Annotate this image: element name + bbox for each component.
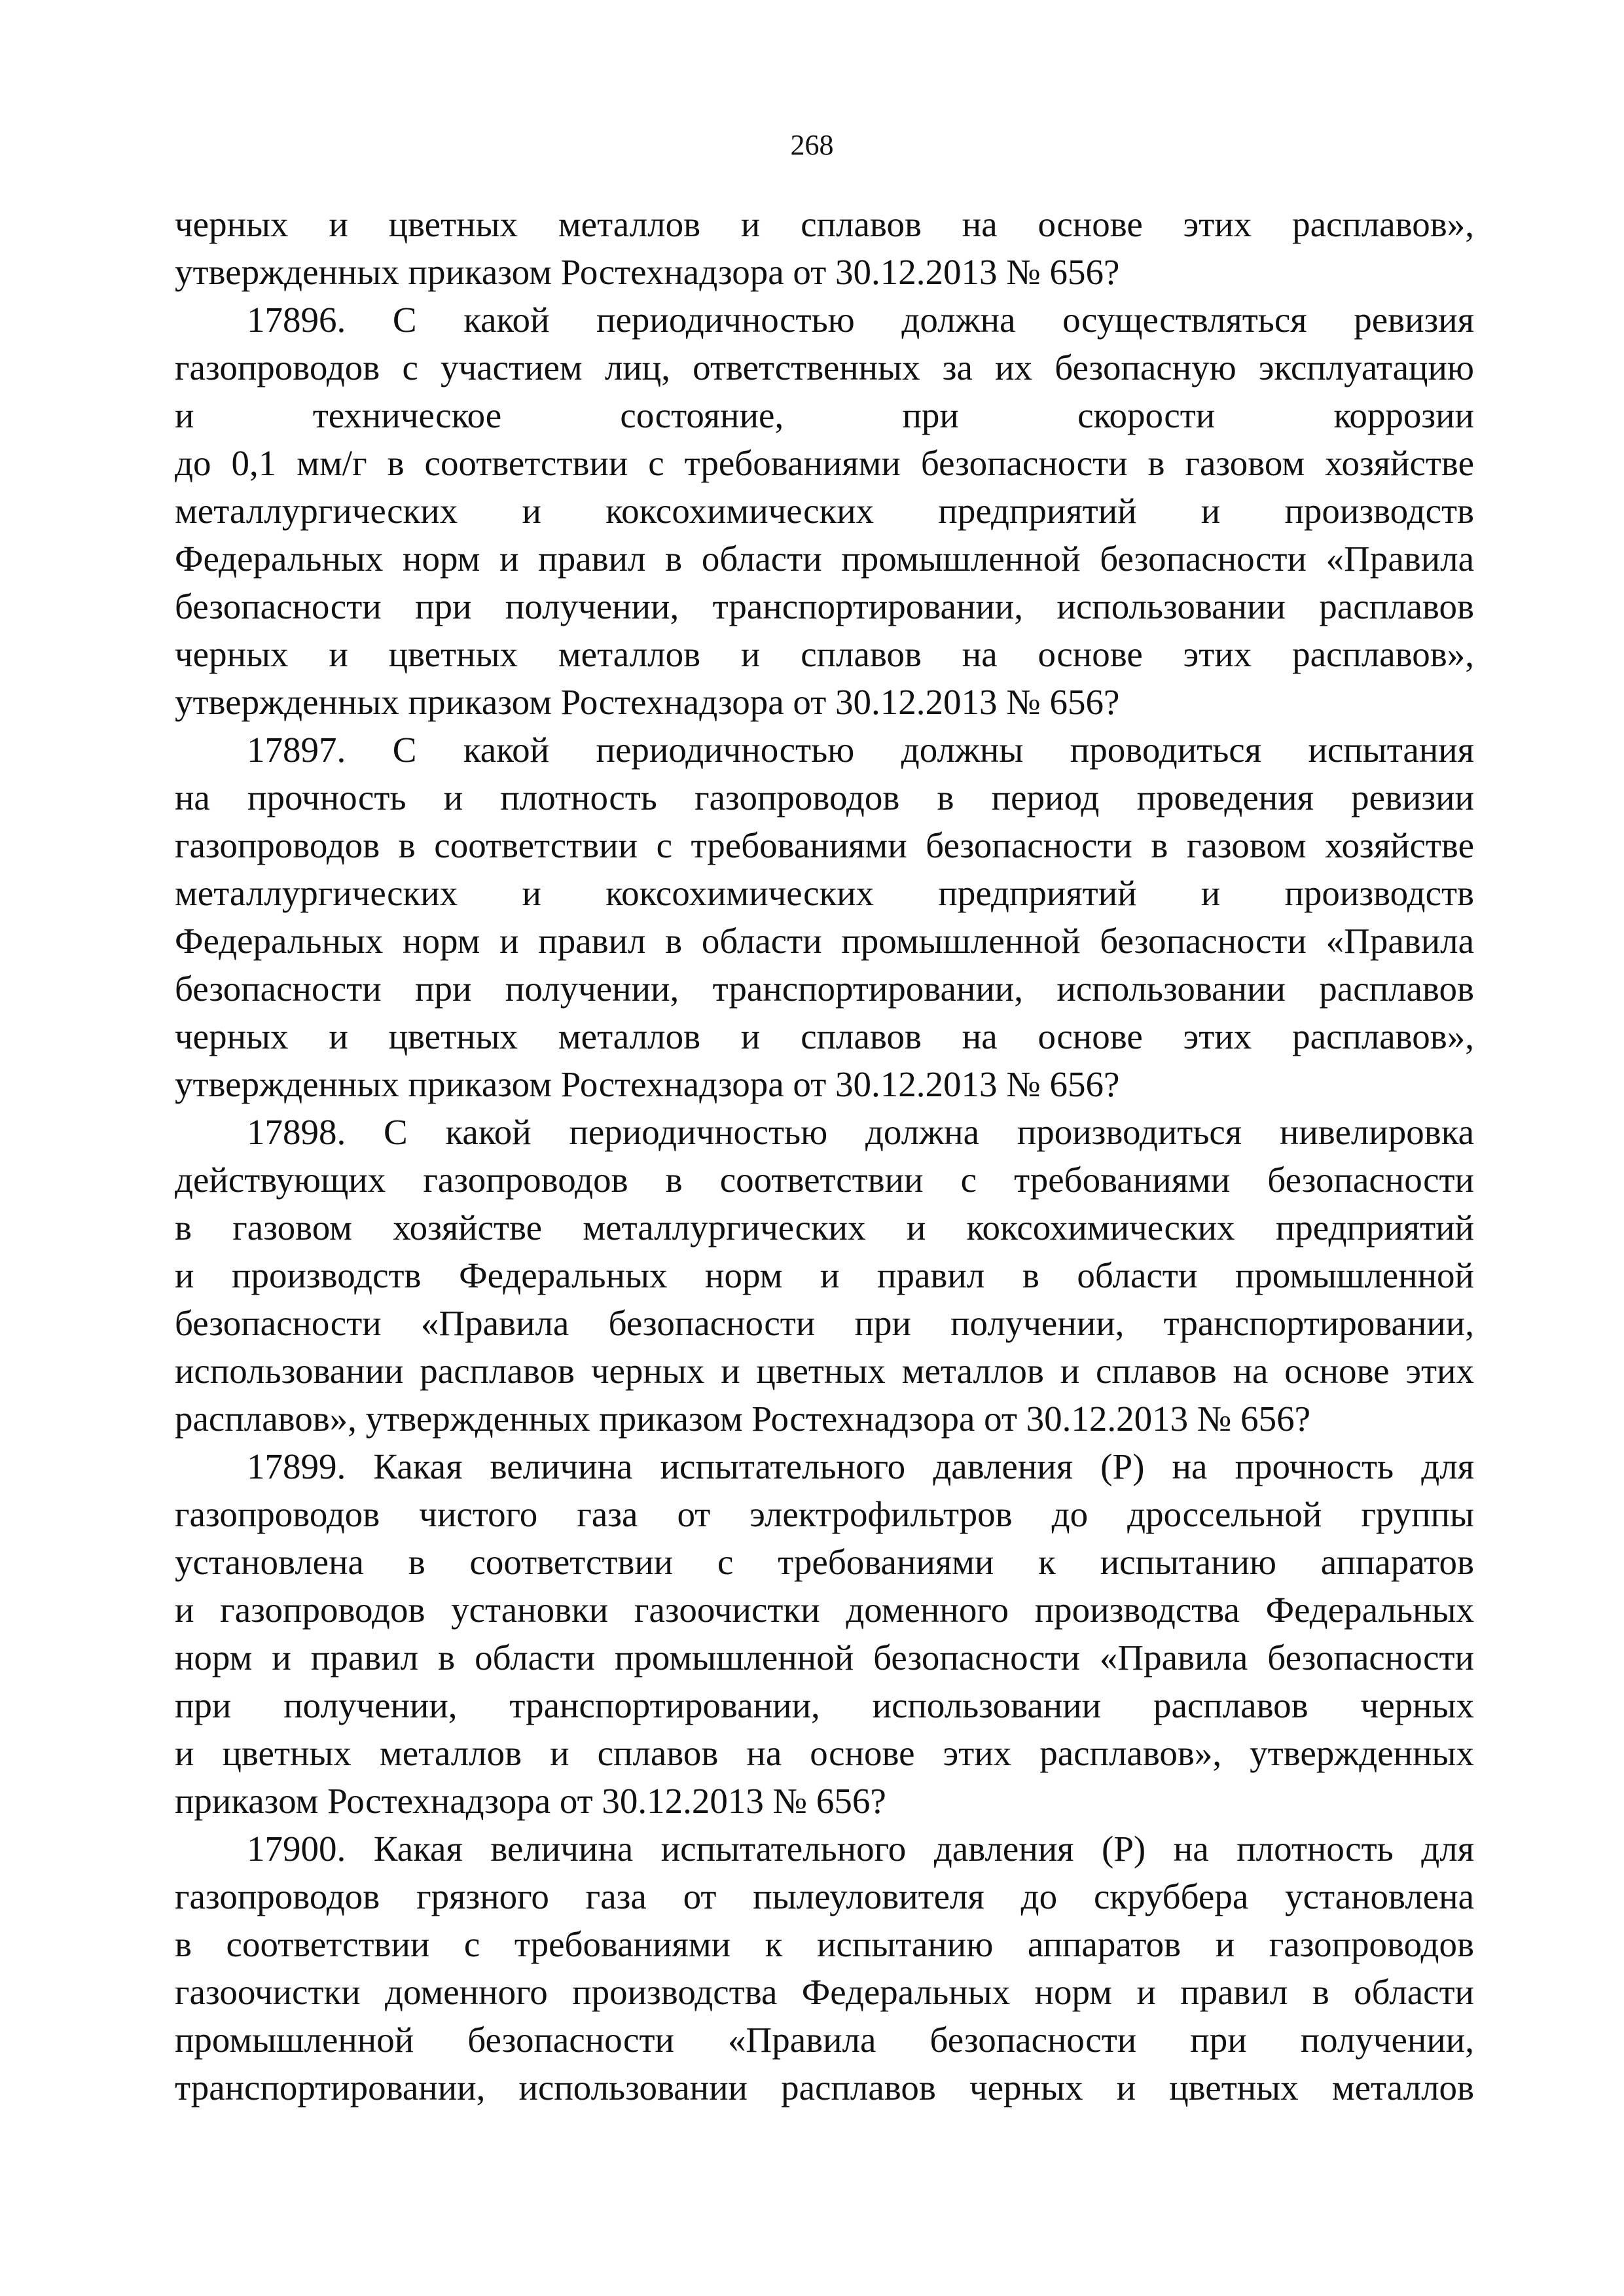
text-line: в газовом хозяйстве металлургических и коксохимических предприятий (175, 1208, 1474, 1247)
text-line: и газопроводов установки газоочистки доменного производства Федеральных (175, 1590, 1474, 1630)
text-line: металлургических и коксохимических предприятий и производств (175, 491, 1474, 531)
question-17896-first-line: 17896. С какой периодичностью должна осуществляться ревизия (247, 300, 1474, 340)
text-line: Федеральных норм и правил в области промышленной безопасности «Правила (175, 539, 1474, 579)
text-line: металлургических и коксохимических предприятий и производств (175, 873, 1474, 913)
text-line: безопасности при получении, транспортировании, использовании расплавов (175, 586, 1474, 626)
text-line: и техническое состояние, при скорости коррозии (175, 395, 1474, 435)
question-17900-first-line: 17900. Какая величина испытательного давления (Р) на плотность для (247, 1829, 1474, 1869)
text-line: газопроводов с участием лиц, ответственных за их безопасную эксплуатацию (175, 348, 1474, 387)
text-line: при получении, транспортировании, использовании расплавов черных (175, 1685, 1474, 1725)
text-line: промышленной безопасности «Правила безопасности при получении, (175, 2020, 1474, 2060)
text-line: и цветных металлов и сплавов на основе этих расплавов», утвержденных (175, 1733, 1474, 1773)
text-line: расплавов», утвержденных приказом Ростехнадзора от 30.12.2013 № 656? (175, 1399, 1311, 1439)
text-line: черных и цветных металлов и сплавов на основе этих расплавов», (175, 1016, 1474, 1056)
text-line: безопасности при получении, транспортировании, использовании расплавов (175, 969, 1474, 1009)
text-line: черных и цветных металлов и сплавов на основе этих расплавов», (175, 204, 1474, 244)
text-line: газопроводов грязного газа от пылеуловителя до скруббера установлена (175, 1876, 1474, 1916)
text-line: и производств Федеральных норм и правил в области промышленной (175, 1255, 1474, 1295)
text-line: в соответствии с требованиями к испытанию аппаратов и газопроводов (175, 1924, 1474, 1964)
text-line: норм и правил в области промышленной безопасности «Правила безопасности (175, 1638, 1474, 1677)
text-line: утвержденных приказом Ростехнадзора от 30.12.2013 № 656? (175, 682, 1120, 722)
document-body (175, 200, 1474, 2111)
text-line: утвержденных приказом Ростехнадзора от 30.12.2013 № 656? (175, 1064, 1120, 1104)
text-line: газоочистки доменного производства Федеральных норм и правил в области (175, 1972, 1474, 2012)
text-line: до 0,1 мм/г в соответствии с требованиями безопасности в газовом хозяйстве (175, 443, 1474, 483)
text-line: транспортировании, использовании расплавов черных и цветных металлов (175, 2068, 1474, 2108)
question-17899-first-line: 17899. Какая величина испытательного давления (Р) на прочность для (247, 1446, 1474, 1486)
question-17898-first-line: 17898. С какой периодичностью должна производиться нивелировка (247, 1112, 1474, 1152)
text-line: Федеральных норм и правил в области промышленной безопасности «Правила (175, 921, 1474, 961)
text-line: приказом Ростехнадзора от 30.12.2013 № 656? (175, 1781, 886, 1821)
text-line: на прочность и плотность газопроводов в период проведения ревизии (175, 778, 1474, 817)
question-17897-first-line: 17897. С какой периодичностью должны проводиться испытания (247, 730, 1474, 770)
text-line: газопроводов в соответствии с требованиями безопасности в газовом хозяйстве (175, 825, 1474, 865)
text-line: установлена в соответствии с требованиями к испытанию аппаратов (175, 1542, 1474, 1582)
text-line: безопасности «Правила безопасности при получении, транспортировании, (175, 1303, 1474, 1343)
text-line: черных и цветных металлов и сплавов на основе этих расплавов», (175, 634, 1474, 674)
text-line: действующих газопроводов в соответствии с требованиями безопасности (175, 1160, 1474, 1200)
text-line: использовании расплавов черных и цветных металлов и сплавов на основе этих (175, 1351, 1474, 1391)
text-line: утвержденных приказом Ростехнадзора от 30.12.2013 № 656? (175, 252, 1120, 292)
text-line: газопроводов чистого газа от электрофильтров до дроссельной группы (175, 1494, 1474, 1534)
page-number: 268 (790, 129, 834, 161)
